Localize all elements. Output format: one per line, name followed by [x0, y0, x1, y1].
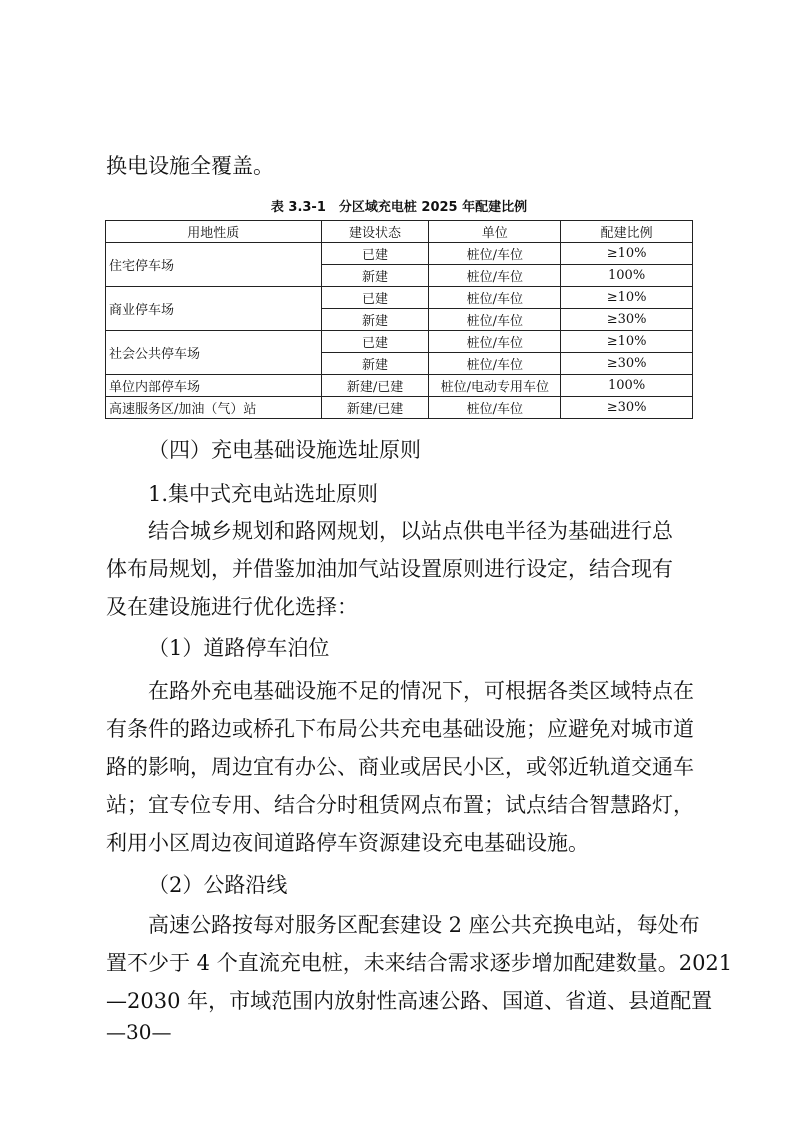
status-cell: 新建 [321, 265, 429, 287]
unit-cell: 桩位/车位 [429, 265, 561, 287]
paragraph-line: 及在建设施进行优化选择： [106, 595, 358, 619]
header-ratio: 配建比例 [561, 221, 693, 243]
section-heading: （四）充电基础设施选址原则 [148, 438, 421, 462]
land-use-cell: 商业停车场 [106, 287, 322, 331]
land-use-cell: 单位内部停车场 [106, 375, 322, 397]
header-status: 建设状态 [321, 221, 429, 243]
paragraph-line: 有条件的路边或桥孔下布局公共充电基础设施；应避免对城市道 [106, 717, 694, 741]
paragraph-line: 在路外充电基础设施不足的情况下，可根据各类区域特点在 [148, 679, 694, 703]
paragraph-line: 利用小区周边夜间道路停车资源建设充电基础设施。 [106, 831, 589, 855]
item-heading: （1）道路停车泊位 [148, 636, 330, 660]
ratio-cell: 100% [561, 375, 693, 397]
ratio-cell: ≥10% [561, 287, 693, 309]
table-row [106, 287, 693, 309]
table-row [106, 243, 693, 265]
table-row [106, 331, 693, 353]
status-cell: 新建/已建 [321, 397, 429, 419]
ratio-cell: ≥10% [561, 331, 693, 353]
header-unit: 单位 [429, 221, 561, 243]
unit-cell: 桩位/车位 [429, 397, 561, 419]
land-use-cell: 高速服务区/加油（气）站 [106, 397, 322, 419]
land-use-cell: 社会公共停车场 [106, 331, 322, 375]
ratio-cell: 100% [561, 265, 693, 287]
ratio-cell: ≥30% [561, 309, 693, 331]
ratio-cell: ≥30% [561, 397, 693, 419]
table-row [106, 397, 693, 419]
item-heading: （2）公路沿线 [148, 873, 288, 897]
paragraph-line: 路的影响，周边宜有办公、商业或居民小区，或邻近轨道交通车 [106, 755, 694, 779]
unit-cell: 桩位/电动专用车位 [429, 375, 561, 397]
status-cell: 新建 [321, 309, 429, 331]
unit-cell: 桩位/车位 [429, 243, 561, 265]
paragraph-line: —2030 年，市域范围内放射性高速公路、国道、省道、县道配置 [106, 989, 713, 1013]
table-header-row [106, 221, 693, 243]
unit-cell: 桩位/车位 [429, 353, 561, 375]
unit-cell: 桩位/车位 [429, 287, 561, 309]
paragraph-line: 置不少于 4 个直流充电桩，未来结合需求逐步增加配建数量。2021 [106, 951, 733, 975]
status-cell: 新建/已建 [321, 375, 429, 397]
paragraph-line: 站；宜专位专用、结合分时租赁网点布置；试点结合智慧路灯， [106, 793, 694, 817]
unit-cell: 桩位/车位 [429, 309, 561, 331]
status-cell: 新建 [321, 353, 429, 375]
page-number: —30— [106, 1020, 172, 1044]
status-cell: 已建 [321, 243, 429, 265]
table-title: 表 3.3-1 分区域充电桩 2025 年配建比例 [270, 200, 528, 215]
status-cell: 已建 [321, 287, 429, 309]
header-land-use: 用地性质 [106, 221, 322, 243]
continuation-line: 换电设施全覆盖。 [106, 154, 274, 178]
ratio-cell: ≥10% [561, 243, 693, 265]
paragraph-line: 结合城乡规划和路网规划，以站点供电半径为基础进行总 [148, 519, 673, 543]
sub-heading: 1.集中式充电站选址原则 [148, 482, 379, 506]
table-row [106, 375, 693, 397]
paragraph-line: 体布局规划，并借鉴加油加气站设置原则进行设定，结合现有 [106, 557, 673, 581]
land-use-cell: 住宅停车场 [106, 243, 322, 287]
paragraph-line: 高速公路按每对服务区配套建设 2 座公共充换电站，每处布 [148, 913, 700, 937]
status-cell: 已建 [321, 331, 429, 353]
ratio-cell: ≥30% [561, 353, 693, 375]
ratio-table [105, 220, 693, 419]
unit-cell: 桩位/车位 [429, 331, 561, 353]
